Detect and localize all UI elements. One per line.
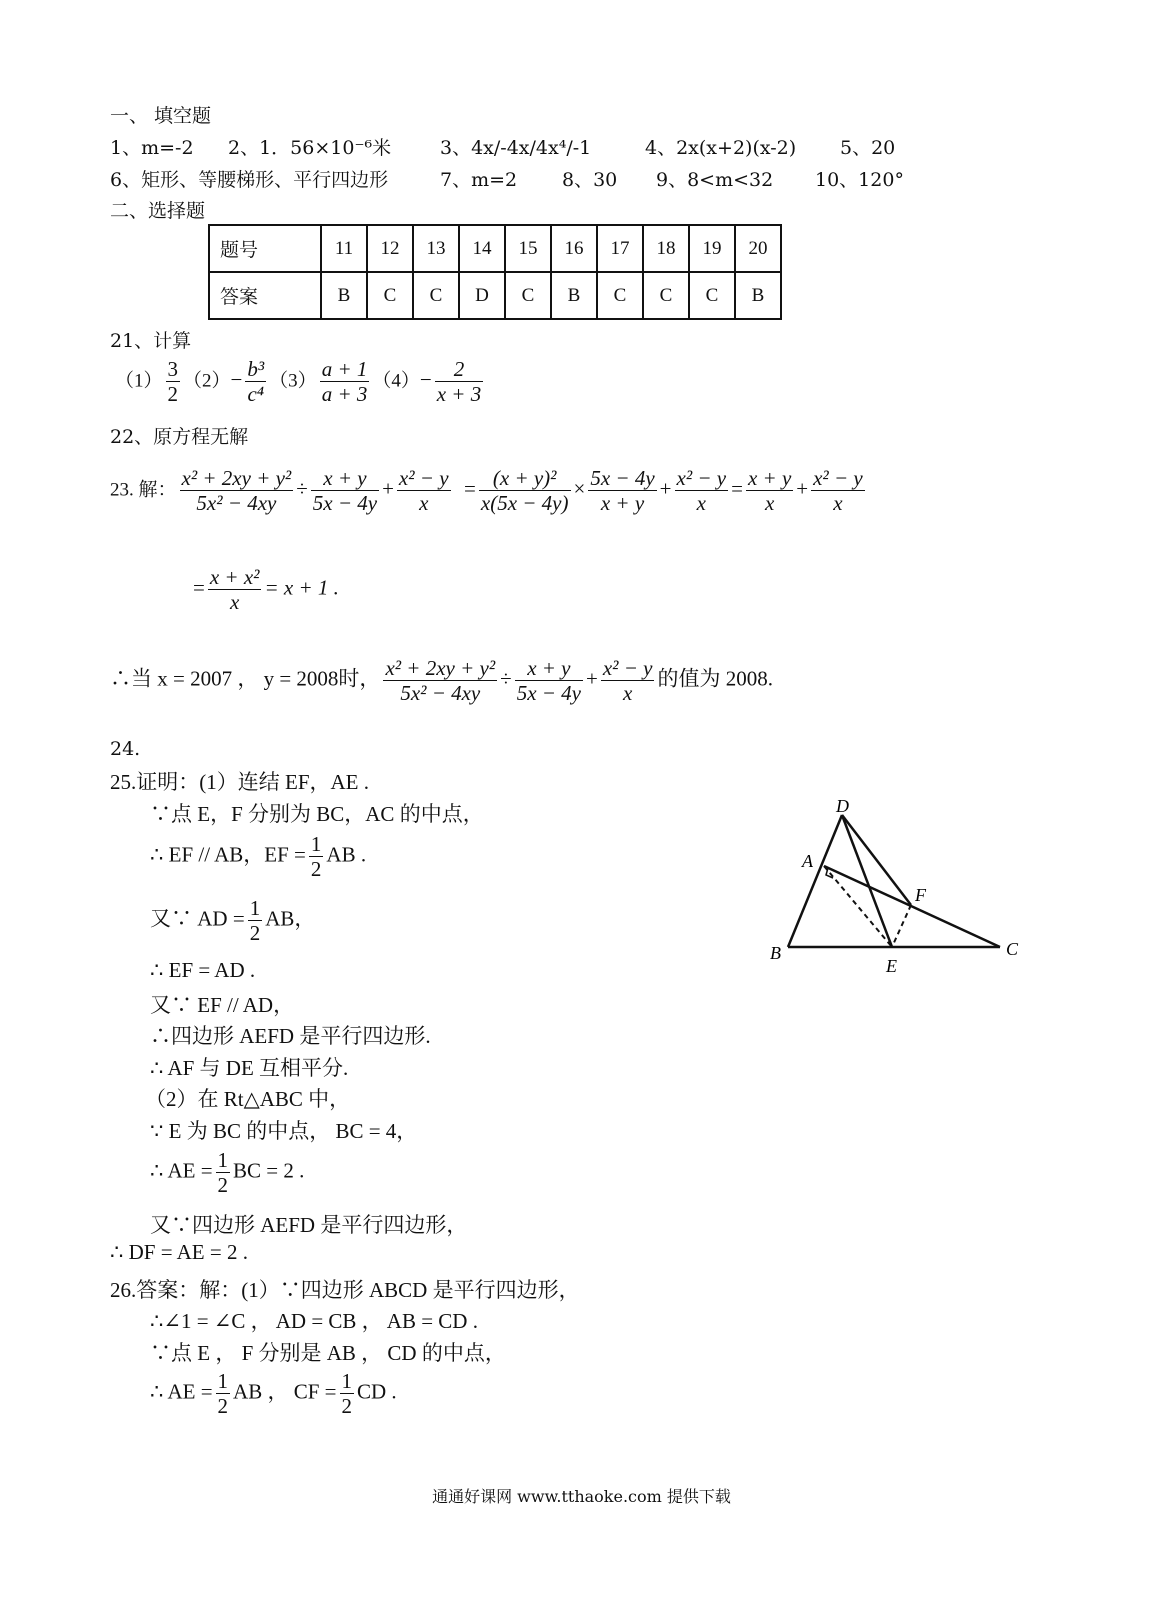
half-fraction: $\frac{1}{2}$ bbox=[249, 896, 261, 946]
fill-answer-8: 8、30 bbox=[562, 169, 618, 191]
answer-cell: B bbox=[735, 272, 781, 319]
question-number: 20 bbox=[735, 225, 781, 272]
q24-text: 24. bbox=[110, 738, 141, 760]
q21-part-1: （1） bbox=[115, 370, 163, 392]
half-fraction: $\frac{1}{2}$ bbox=[217, 1148, 229, 1198]
label-F: F bbox=[915, 885, 926, 905]
label-D: D bbox=[836, 796, 849, 816]
fill-answer-10: 10、120° bbox=[815, 169, 904, 191]
q25-line: （2）在 Rt△ABC 中， bbox=[145, 1087, 351, 1111]
q26-line: 26.答案：解：(1）∵四边形 ABCD 是平行四边形， bbox=[110, 1278, 580, 1302]
half-fraction: $\frac{1}{2}$ bbox=[217, 1369, 229, 1419]
q23-fraction: $\frac{x + y}{5x - 4y}$ bbox=[516, 656, 581, 706]
q26-line: ∴∠1 = ∠C ， AD = CB ， AB = CD . bbox=[150, 1309, 478, 1333]
answer-cell: C bbox=[367, 272, 413, 319]
q25-line: ∴ AE = $\frac{1}{2}$ BC = 2 . bbox=[150, 1148, 305, 1198]
q25-line: ∴ AF 与 DE 互相平分. bbox=[150, 1056, 349, 1080]
q25-line: ∴ EF = AD . bbox=[150, 958, 256, 982]
q21-fraction-1: $\frac{3}{2}$ bbox=[167, 357, 179, 407]
question-number: 14 bbox=[459, 225, 505, 272]
q23-fraction: $\frac{x + y}{5x - 4y}$ bbox=[312, 466, 378, 516]
q21-part-3: （3） bbox=[269, 370, 317, 392]
segment-AE-dashed bbox=[824, 866, 892, 947]
q23-label: 23. 解： bbox=[110, 479, 177, 501]
table-row bbox=[209, 225, 781, 272]
segment-EF-dashed bbox=[892, 905, 911, 947]
answer-cell: C bbox=[413, 272, 459, 319]
label-A: A bbox=[802, 851, 813, 871]
q25-line: ∴ DF = AE = 2 . bbox=[110, 1240, 248, 1264]
choice-answer-table bbox=[208, 224, 782, 320]
question-number: 15 bbox=[505, 225, 551, 272]
question-number: 16 bbox=[551, 225, 597, 272]
label-E: E bbox=[886, 956, 897, 976]
q21-answers: （1） $\frac{3}{2}$ （2）− $\frac{\text{b³}}{\text{c⁴}}$ （3） $\frac{a + 1}{a + 3}$ （4）− $\frac{2}{x + 3}$ bbox=[115, 357, 482, 407]
q23-conclusion: ∴当 x = 2007 ， y = 2008时， $\frac{\text{x² + 2xy + y²}}{\text{5x² − 4xy}}$ ÷ $\frac{x + y}{5x - 4y}$ + $\frac{\text{x² − y}}{x}$ 的值为 2008. bbox=[110, 656, 773, 706]
label-B: B bbox=[770, 943, 781, 963]
fill-answer-1: 1、m=-2 bbox=[110, 137, 194, 159]
q23-line-1: 23. 解： $\frac{\text{x² + 2xy + y²}}{\text{5x² − 4xy}}$ ÷ $\frac{x + y}{5x - 4y}$ + $\frac{\text{x² − y}}{x}$ = $\frac{\text{(x + y)²}}{x(5x - 4y)}$ × $\frac{5x - 4y}{x + y}$ + $\frac{\text{x² − y}}{x}$ = $\frac{x + y}{x}$ + $\frac{\text{x² − y}}{x}$ bbox=[110, 466, 863, 516]
q23-line-2: = $\frac{\text{x + x²}}{x}$ = x + 1 . bbox=[193, 565, 339, 615]
segment-BD bbox=[788, 815, 842, 947]
question-number: 18 bbox=[643, 225, 689, 272]
fill-answer-9: 9、8<m<32 bbox=[656, 169, 774, 191]
label-C: C bbox=[1006, 939, 1019, 959]
q23-fraction: $\frac{\text{x² + 2xy + y²}}{\text{5x² − 4xy}}$ bbox=[385, 656, 496, 706]
q26-line: ∴ AE = $\frac{1}{2}$ AB ， CF = $\frac{1}{2}$ CD . bbox=[150, 1369, 397, 1419]
q25-line: ∵ E 为 BC 的中点， BC = 4， bbox=[150, 1119, 418, 1143]
q23-fraction: $\frac{\text{(x + y)²}}{x(5x - 4y)}$ bbox=[480, 466, 569, 516]
q21-part-2: （2） bbox=[183, 370, 231, 392]
q23-fraction: $\frac{5x - 4y}{x + y}$ bbox=[590, 466, 655, 516]
segment-DE bbox=[842, 815, 892, 947]
question-number: 11 bbox=[321, 225, 367, 272]
table-row bbox=[209, 272, 781, 319]
footer-credit: 通通好课网 www.tthaoke.com 提供下载 bbox=[432, 1487, 731, 1506]
q25-line: ∴四边形 AEFD 是平行四边形. bbox=[150, 1024, 431, 1048]
question-number: 19 bbox=[689, 225, 735, 272]
fill-answer-6: 6、矩形、等腰梯形、平行四边形 bbox=[110, 169, 389, 191]
q25-line: 又∵四边形 AEFD 是平行四边形， bbox=[150, 1213, 468, 1237]
question-number: 17 bbox=[597, 225, 643, 272]
answer-cell: C bbox=[689, 272, 735, 319]
choice-heading: 二、选择题 bbox=[110, 200, 206, 222]
row-label-number: 题号 bbox=[209, 225, 321, 272]
q25-line: 又∵ AD = $\frac{1}{2}$ AB， bbox=[150, 896, 316, 946]
fill-answer-5: 5、20 bbox=[840, 137, 896, 159]
answer-cell: B bbox=[321, 272, 367, 319]
q21-fraction-2: $\frac{\text{b³}}{\text{c⁴}}$ bbox=[247, 357, 265, 407]
q21-part-4: （4） bbox=[372, 370, 420, 392]
q25-line: ∵点 E，F 分别为 BC，AC 的中点， bbox=[150, 802, 484, 826]
fill-answer-7: 7、m=2 bbox=[440, 169, 518, 191]
q25-line: ∴ EF // AB，EF = $\frac{1}{2}$ AB . bbox=[150, 832, 367, 882]
answer-cell: B bbox=[551, 272, 597, 319]
q21-fraction-3: $\frac{a + 1}{a + 3}$ bbox=[321, 357, 368, 407]
answer-cell: C bbox=[597, 272, 643, 319]
q23-fraction: $\frac{\text{x² − y}}{x}$ bbox=[602, 656, 653, 706]
fill-answer-2: 2、1．56×10⁻⁶米 bbox=[228, 137, 392, 159]
q22-text: 22、原方程无解 bbox=[110, 426, 249, 448]
q23-fraction: $\frac{\text{x² − y}}{x}$ bbox=[813, 466, 863, 516]
fill-answer-3: 3、4x/-4x/4x⁴/-1 bbox=[440, 137, 592, 159]
fill-answer-4: 4、2x(x+2)(x-2) bbox=[645, 137, 797, 159]
geometry-figure bbox=[760, 795, 1040, 985]
q25-line: 25.证明：(1）连结 EF，AE . bbox=[110, 770, 369, 794]
question-number: 13 bbox=[413, 225, 459, 272]
answer-cell: D bbox=[459, 272, 505, 319]
q23-fraction: $\frac{\text{x² + 2xy + y²}}{\text{5x² − 4xy}}$ bbox=[181, 466, 292, 516]
q25-line: 又∵ EF // AD， bbox=[150, 993, 295, 1017]
fill-heading: 一、 填空题 bbox=[110, 105, 212, 127]
q23-fraction: $\frac{\text{x² − y}}{x}$ bbox=[676, 466, 727, 516]
q21-fraction-4: $\frac{2}{x + 3}$ bbox=[436, 357, 482, 407]
q23-fraction: $\frac{\text{x + x²}}{x}$ bbox=[209, 565, 260, 615]
q21-heading: 21、计算 bbox=[110, 330, 192, 352]
q23-fraction: $\frac{\text{x² − y}}{x}$ bbox=[398, 466, 449, 516]
row-label-answer: 答案 bbox=[209, 272, 321, 319]
half-fraction: $\frac{1}{2}$ bbox=[310, 832, 322, 882]
answer-cell: C bbox=[643, 272, 689, 319]
segment-AC bbox=[824, 866, 1000, 947]
q26-line: ∵点 E ， F 分别是 AB ， CD 的中点， bbox=[150, 1341, 506, 1365]
question-number: 12 bbox=[367, 225, 413, 272]
q23-fraction: $\frac{x + y}{x}$ bbox=[747, 466, 792, 516]
answer-cell: C bbox=[505, 272, 551, 319]
half-fraction: $\frac{1}{2}$ bbox=[341, 1369, 352, 1419]
